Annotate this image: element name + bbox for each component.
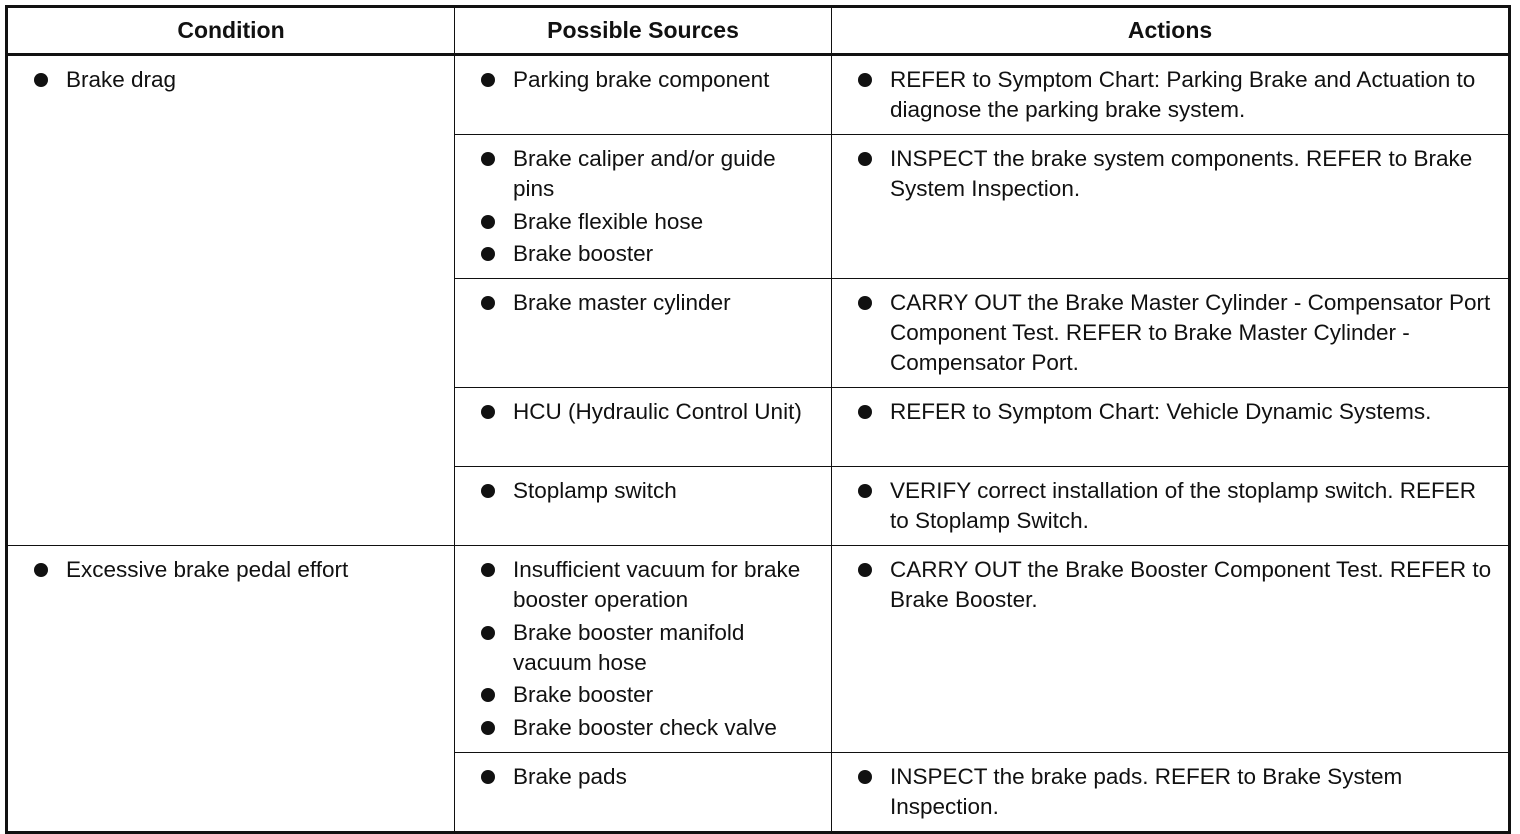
source-item xyxy=(477,65,821,95)
actions-cell xyxy=(832,546,1510,753)
bullet-icon xyxy=(481,563,495,577)
action-text: REFER to Symptom Chart: Parking Brake and Actuation to diagnose the parking brake system. xyxy=(890,67,1476,122)
bullet-icon xyxy=(481,247,495,261)
action-item xyxy=(854,288,1498,378)
bullet-icon xyxy=(481,73,495,87)
bullet-icon xyxy=(481,296,495,310)
bullet-icon xyxy=(858,484,872,498)
header-row xyxy=(7,7,1510,55)
source-item xyxy=(477,144,821,204)
bullet-icon xyxy=(481,405,495,419)
source-item xyxy=(477,680,821,710)
source-item xyxy=(477,239,821,269)
action-item xyxy=(854,762,1498,822)
actions-cell xyxy=(832,135,1510,279)
source-item xyxy=(477,288,821,318)
action-item xyxy=(854,144,1498,204)
source-item xyxy=(477,555,821,615)
bullet-icon xyxy=(858,770,872,784)
header-actions: Actions xyxy=(832,7,1510,55)
source-item xyxy=(477,207,821,237)
bullet-icon xyxy=(481,626,495,640)
source-text: Brake booster xyxy=(513,682,654,707)
bullet-icon xyxy=(481,484,495,498)
sources-cell xyxy=(455,467,832,546)
source-item xyxy=(477,476,821,506)
source-text: Brake caliper and/or guide pins xyxy=(513,146,776,201)
source-text: HCU (Hydraulic Control Unit) xyxy=(513,399,802,424)
action-text: CARRY OUT the Brake Booster Component Test. REFER to Brake Booster. xyxy=(890,557,1492,612)
sources-cell xyxy=(455,55,832,135)
source-text: Brake booster check valve xyxy=(513,714,777,740)
header-possible-sources: Possible Sources xyxy=(455,7,832,55)
actions-cell xyxy=(832,55,1510,135)
action-text: INSPECT the brake system components. REFER to Brake System Inspection. xyxy=(890,146,1473,201)
action-text: VERIFY correct installation of the stoplamp switch. REFER to Stoplamp Switch. xyxy=(890,478,1477,533)
action-text: CARRY OUT the Brake Master Cylinder - Compensator Port Component Test. REFER to Brake Master Cylinder - Compensator Port. xyxy=(890,290,1491,375)
bullet-icon xyxy=(858,405,872,419)
condition-text: Brake drag xyxy=(66,67,177,92)
bullet-icon xyxy=(481,688,495,702)
condition-cell xyxy=(7,546,455,833)
actions-cell xyxy=(832,388,1510,467)
action-item xyxy=(854,476,1498,536)
action-text: REFER to Symptom Chart: Vehicle Dynamic Systems. xyxy=(890,399,1432,424)
symptom-chart-table xyxy=(5,5,1511,834)
table-row xyxy=(7,55,1510,135)
header-condition: Condition xyxy=(7,7,455,55)
bullet-icon xyxy=(481,152,495,166)
sources-cell xyxy=(455,753,832,833)
bullet-icon xyxy=(858,152,872,166)
sources-cell xyxy=(455,388,832,467)
actions-cell xyxy=(832,753,1510,833)
actions-cell xyxy=(832,467,1510,546)
source-text: Brake booster manifold vacuum hose xyxy=(513,619,745,675)
condition-item xyxy=(30,65,444,95)
action-item xyxy=(854,555,1498,615)
action-text: INSPECT the brake pads. REFER to Brake System Inspection. xyxy=(890,764,1403,819)
actions-cell xyxy=(832,279,1510,388)
bullet-icon xyxy=(481,770,495,784)
source-item xyxy=(477,618,821,678)
sources-cell xyxy=(455,279,832,388)
bullet-icon xyxy=(481,721,495,735)
bullet-icon xyxy=(858,296,872,310)
source-text: Brake flexible hose xyxy=(513,208,704,234)
condition-cell xyxy=(7,55,455,546)
bullet-icon xyxy=(481,215,495,229)
source-text: Insufficient vacuum for brake booster operation xyxy=(513,557,801,612)
sources-cell xyxy=(455,546,832,753)
bullet-icon xyxy=(858,73,872,87)
action-item xyxy=(854,397,1498,427)
bullet-icon xyxy=(858,563,872,577)
source-item xyxy=(477,762,821,792)
condition-text: Excessive brake pedal effort xyxy=(66,557,349,582)
source-text: Brake pads xyxy=(513,764,627,789)
bullet-icon xyxy=(34,563,48,577)
table-row xyxy=(7,546,1510,753)
bullet-icon xyxy=(34,73,48,87)
action-item xyxy=(854,65,1498,125)
sources-cell xyxy=(455,135,832,279)
source-item xyxy=(477,397,821,427)
source-text: Brake booster xyxy=(513,241,654,266)
source-text: Brake master cylinder xyxy=(513,290,731,315)
source-item xyxy=(477,713,821,743)
source-text: Parking brake component xyxy=(513,67,770,92)
source-text: Stoplamp switch xyxy=(513,478,677,503)
condition-item xyxy=(30,555,444,585)
